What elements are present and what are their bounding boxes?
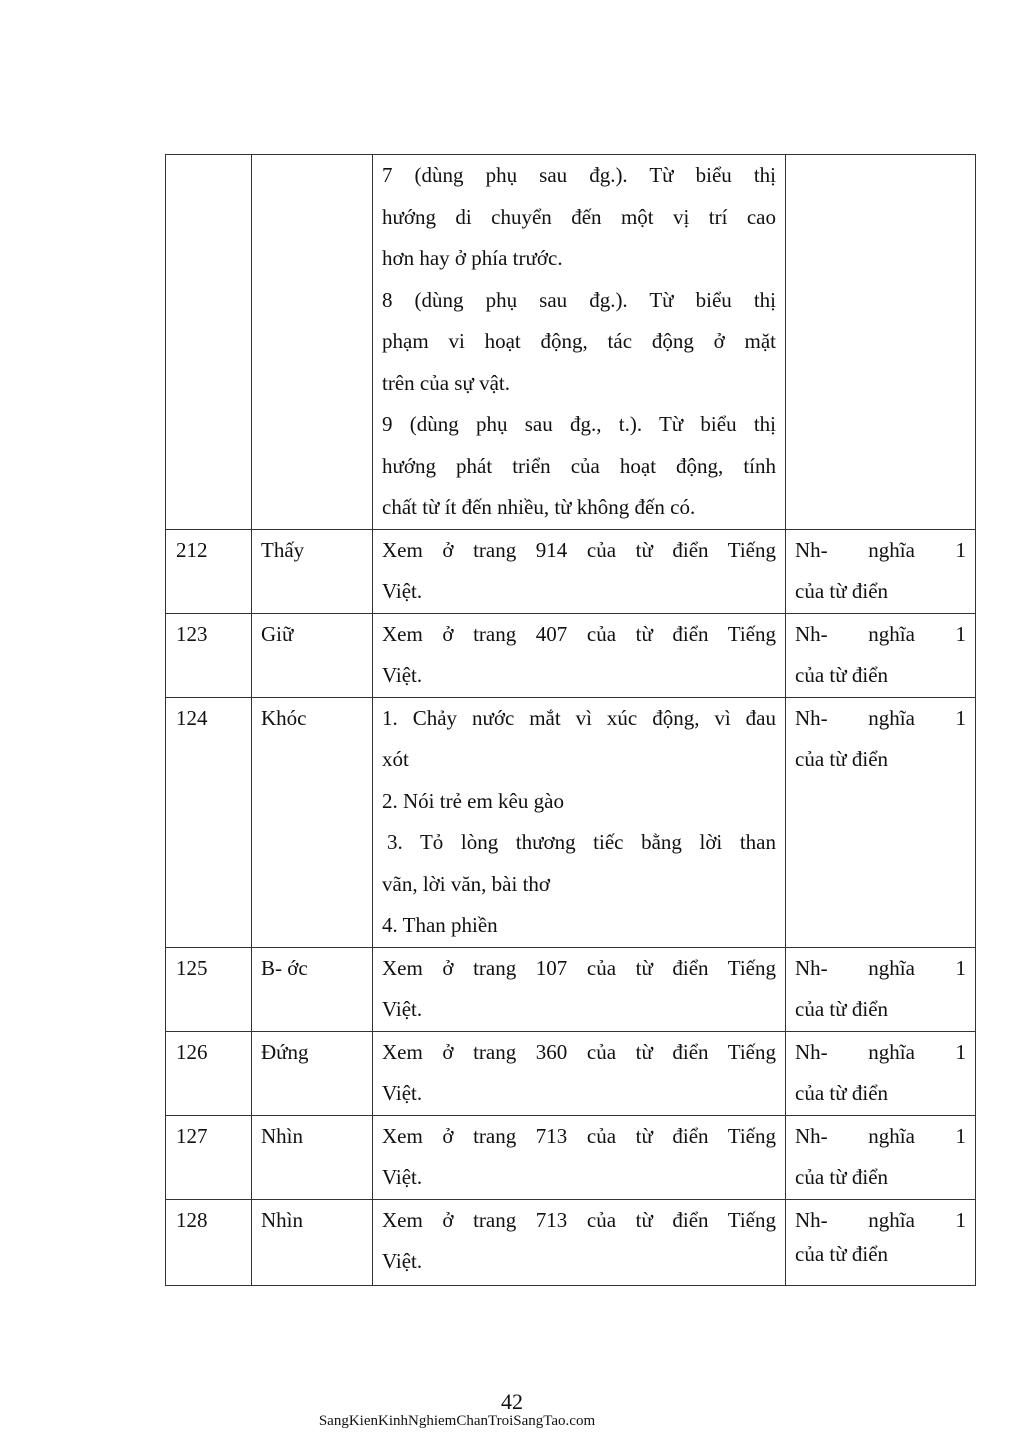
row-number-cell: 125: [166, 947, 252, 1031]
row-number-cell: 128: [166, 1199, 252, 1285]
note-line: Nh- nghĩa 1: [795, 1123, 966, 1148]
definition-line: Việt.: [382, 1081, 423, 1105]
note-cell: [786, 697, 976, 947]
note-cell: [786, 613, 976, 697]
definition-line: Xem ở trang 360 của từ điển Tiếng: [382, 1039, 776, 1064]
note-line: Nh- nghĩa 1: [795, 955, 966, 980]
definition-line: chất từ ít đến nhiều, từ không đến có.: [382, 495, 696, 519]
definition-line: Việt.: [382, 1249, 423, 1273]
word-cell: Giữ: [252, 613, 373, 697]
definition-line: hướng di chuyển đến một vị trí cao: [382, 204, 776, 229]
definition-cell: [373, 947, 786, 1031]
definition-line: Việt.: [382, 1165, 423, 1189]
definition-line: 7 (dùng phụ sau đg.). Từ biểu thị: [382, 163, 776, 187]
note-line: Nh- nghĩa 1: [795, 537, 966, 562]
definition-line: 8 (dùng phụ sau đg.). Từ biểu thị: [382, 287, 776, 312]
row-number-cell: 126: [166, 1031, 252, 1115]
vocabulary-table: [165, 154, 976, 1286]
note-line: của từ điển: [795, 1165, 889, 1189]
note-line: của từ điển: [795, 747, 889, 771]
note-line: Nh- nghĩa 1: [795, 1039, 966, 1064]
definition-cell: [373, 613, 786, 697]
vocabulary-table-container: [165, 154, 966, 1286]
word-cell: Nhìn: [252, 1199, 373, 1285]
table-row: [166, 947, 976, 1031]
table-row-continuation: [166, 155, 976, 530]
definition-cell: [373, 155, 786, 530]
definition-line: Xem ở trang 407 của từ điển Tiếng: [382, 621, 776, 646]
definition-line: Xem ở trang 713 của từ điển Tiếng: [382, 1207, 776, 1232]
definition-line: Xem ở trang 713 của từ điển Tiếng: [382, 1123, 776, 1148]
definition-line: 1. Chảy nước mắt vì xúc động, vì đau: [382, 705, 776, 730]
definition-line: xót: [382, 747, 409, 771]
row-number-cell: [166, 155, 252, 530]
table-row: [166, 1115, 976, 1199]
note-cell: [786, 155, 976, 530]
row-number-cell: 123: [166, 613, 252, 697]
row-number-cell: 127: [166, 1115, 252, 1199]
definition-line: Xem ở trang 914 của từ điển Tiếng: [382, 537, 776, 562]
definition-cell: [373, 1031, 786, 1115]
definition-cell: [373, 1199, 786, 1285]
word-cell: B- ớc: [252, 947, 373, 1031]
word-cell: Đứng: [252, 1031, 373, 1115]
word-cell: Nhìn: [252, 1115, 373, 1199]
note-line: Nh- nghĩa 1: [795, 621, 966, 646]
definition-line: 4. Than phiền: [382, 913, 498, 937]
note-cell: [786, 1031, 976, 1115]
definition-line: hướng phát triển của hoạt động, tính: [382, 453, 776, 478]
row-number-cell: 212: [166, 529, 252, 613]
note-line: Nh- nghĩa 1: [795, 1207, 966, 1232]
note-cell: [786, 1199, 976, 1285]
table-row: [166, 1031, 976, 1115]
page-number: 42: [501, 1389, 523, 1414]
table-row: [166, 697, 976, 947]
note-cell: [786, 947, 976, 1031]
definition-line: trên của sự vật.: [382, 370, 510, 395]
note-line: của từ điển: [795, 1081, 889, 1105]
definition-line: Việt.: [382, 663, 423, 687]
vocabulary-table-body: [166, 155, 976, 1286]
definition-line: Xem ở trang 107 của từ điển Tiếng: [382, 955, 776, 980]
note-line: của từ điển: [795, 1242, 889, 1266]
word-cell: Khóc: [252, 697, 373, 947]
note-cell: [786, 529, 976, 613]
definition-line: phạm vi hoạt động, tác động ở mặt: [382, 329, 776, 353]
definition-line: 9 (dùng phụ sau đg., t.). Từ biểu thị: [382, 412, 776, 436]
note-line: của từ điển: [795, 579, 889, 603]
definition-line: hơn hay ở phía trước.: [382, 246, 563, 270]
note-cell: [786, 1115, 976, 1199]
definition-cell: [373, 1115, 786, 1199]
table-row: [166, 613, 976, 697]
footer-website: SangKienKinhNghiemChanTroiSangTao.com: [318, 1413, 596, 1429]
row-number-cell: 124: [166, 697, 252, 947]
definition-cell: [373, 529, 786, 613]
definition-line: 2. Nói trẻ em kêu gào: [382, 788, 564, 813]
definition-line: 3. Tỏ lòng thương tiếc bằng lời than: [387, 830, 776, 854]
note-line: của từ điển: [795, 663, 889, 687]
definition-line: Việt.: [382, 997, 423, 1021]
definition-cell: [373, 697, 786, 947]
definition-line: Việt.: [382, 579, 423, 603]
definition-line: vãn, lời văn, bài thơ: [382, 871, 551, 896]
table-row: [166, 1199, 976, 1285]
word-cell: [252, 155, 373, 530]
table-row: [166, 529, 976, 613]
word-cell: Thấy: [252, 529, 373, 613]
note-line: của từ điển: [795, 997, 889, 1021]
note-line: Nh- nghĩa 1: [795, 705, 966, 730]
